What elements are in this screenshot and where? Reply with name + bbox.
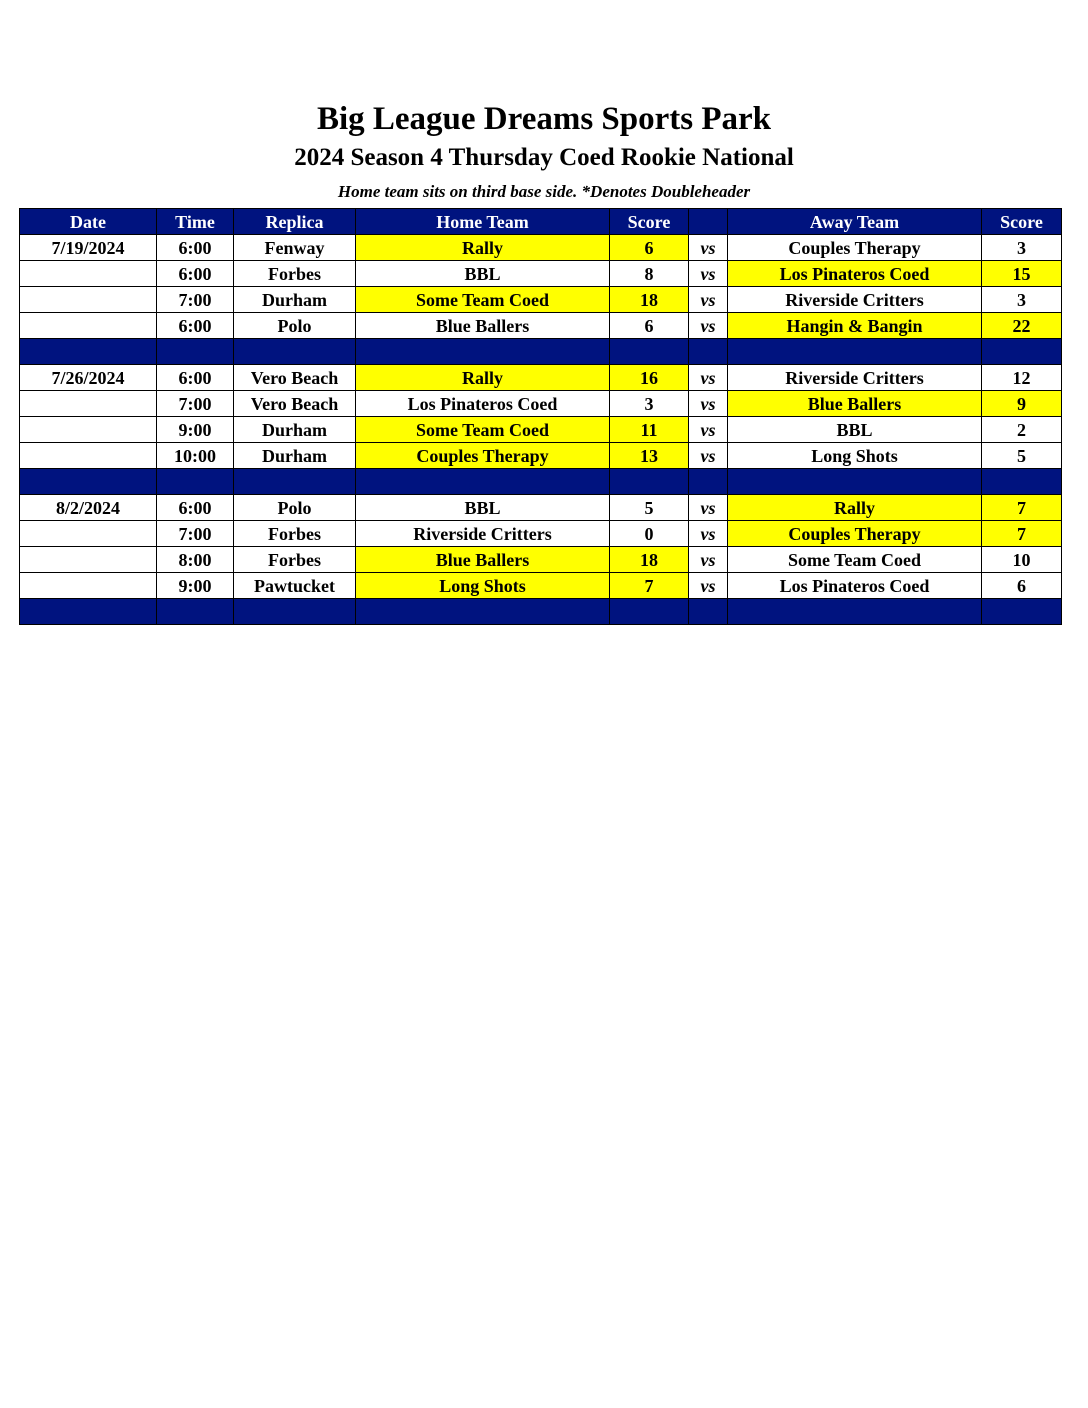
home-score-cell: 11 — [610, 417, 689, 443]
home-team-cell: Riverside Critters — [356, 521, 610, 547]
home-score-cell: 3 — [610, 391, 689, 417]
week-separator-row — [20, 339, 1062, 365]
time-cell: 6:00 — [157, 235, 234, 261]
separator-cell — [157, 469, 234, 495]
separator-cell — [234, 339, 356, 365]
time-cell: 9:00 — [157, 573, 234, 599]
replica-cell: Forbes — [234, 261, 356, 287]
away-score-cell: 3 — [982, 287, 1062, 313]
column-header-home-score: Score — [610, 209, 689, 235]
away-score-cell: 2 — [982, 417, 1062, 443]
home-team-cell: BBL — [356, 261, 610, 287]
home-team-cell: Rally — [356, 235, 610, 261]
separator-cell — [20, 599, 157, 625]
vs-cell: vs — [689, 261, 728, 287]
separator-cell — [356, 599, 610, 625]
away-team-cell: Couples Therapy — [728, 521, 982, 547]
away-score-cell: 5 — [982, 443, 1062, 469]
away-team-cell: Long Shots — [728, 443, 982, 469]
home-team-cell: BBL — [356, 495, 610, 521]
table-row — [20, 417, 1062, 443]
replica-cell: Durham — [234, 417, 356, 443]
date-cell — [20, 521, 157, 547]
vs-cell: vs — [689, 495, 728, 521]
away-score-cell: 6 — [982, 573, 1062, 599]
separator-cell — [728, 339, 982, 365]
home-team-cell: Blue Ballers — [356, 547, 610, 573]
away-score-cell: 3 — [982, 235, 1062, 261]
column-header-vs — [689, 209, 728, 235]
home-team-cell: Some Team Coed — [356, 417, 610, 443]
table-row — [20, 235, 1062, 261]
vs-cell: vs — [689, 313, 728, 339]
date-cell — [20, 443, 157, 469]
time-cell: 6:00 — [157, 313, 234, 339]
vs-cell: vs — [689, 443, 728, 469]
week-separator-row — [20, 599, 1062, 625]
time-cell: 6:00 — [157, 365, 234, 391]
replica-cell: Fenway — [234, 235, 356, 261]
away-score-cell: 9 — [982, 391, 1062, 417]
home-team-cell: Los Pinateros Coed — [356, 391, 610, 417]
replica-cell: Forbes — [234, 547, 356, 573]
vs-cell: vs — [689, 365, 728, 391]
schedule-table — [19, 208, 1062, 625]
date-cell — [20, 417, 157, 443]
separator-cell — [728, 469, 982, 495]
date-cell: 8/2/2024 — [20, 495, 157, 521]
vs-cell: vs — [689, 547, 728, 573]
home-score-cell: 5 — [610, 495, 689, 521]
date-cell — [20, 391, 157, 417]
separator-cell — [728, 599, 982, 625]
separator-cell — [20, 339, 157, 365]
time-cell: 8:00 — [157, 547, 234, 573]
separator-cell — [157, 599, 234, 625]
column-header-replica: Replica — [234, 209, 356, 235]
table-row — [20, 495, 1062, 521]
separator-cell — [234, 599, 356, 625]
away-score-cell: 12 — [982, 365, 1062, 391]
vs-cell: vs — [689, 287, 728, 313]
date-cell — [20, 313, 157, 339]
away-team-cell: Los Pinateros Coed — [728, 573, 982, 599]
away-team-cell: Couples Therapy — [728, 235, 982, 261]
column-header-away-team: Away Team — [728, 209, 982, 235]
away-team-cell: Hangin & Bangin — [728, 313, 982, 339]
separator-cell — [982, 469, 1062, 495]
home-score-cell: 6 — [610, 235, 689, 261]
home-team-cell: Some Team Coed — [356, 287, 610, 313]
page-subtitle: 2024 Season 4 Thursday Coed Rookie National — [294, 144, 794, 171]
separator-cell — [157, 339, 234, 365]
table-header-row — [20, 209, 1062, 235]
replica-cell: Polo — [234, 495, 356, 521]
date-cell — [20, 261, 157, 287]
home-score-cell: 7 — [610, 573, 689, 599]
table-row — [20, 521, 1062, 547]
home-team-cell: Rally — [356, 365, 610, 391]
away-score-cell: 7 — [982, 521, 1062, 547]
separator-cell — [689, 339, 728, 365]
vs-cell: vs — [689, 417, 728, 443]
replica-cell: Vero Beach — [234, 365, 356, 391]
replica-cell: Durham — [234, 287, 356, 313]
date-cell: 7/26/2024 — [20, 365, 157, 391]
home-score-cell: 16 — [610, 365, 689, 391]
separator-cell — [20, 469, 157, 495]
home-team-cell: Couples Therapy — [356, 443, 610, 469]
home-score-cell: 0 — [610, 521, 689, 547]
page-title: Big League Dreams Sports Park — [316, 101, 772, 137]
time-cell: 6:00 — [157, 261, 234, 287]
away-score-cell: 10 — [982, 547, 1062, 573]
replica-cell: Vero Beach — [234, 391, 356, 417]
replica-cell: Durham — [234, 443, 356, 469]
separator-cell — [610, 339, 689, 365]
away-team-cell: Los Pinateros Coed — [728, 261, 982, 287]
vs-cell: vs — [689, 235, 728, 261]
separator-cell — [610, 469, 689, 495]
away-team-cell: BBL — [728, 417, 982, 443]
schedule-note: Home team sits on third base side. *Denotes Doubleheader — [337, 182, 751, 201]
table-row — [20, 443, 1062, 469]
vs-cell: vs — [689, 391, 728, 417]
column-header-home-team: Home Team — [356, 209, 610, 235]
table-row — [20, 573, 1062, 599]
time-cell: 9:00 — [157, 417, 234, 443]
table-row — [20, 365, 1062, 391]
separator-cell — [356, 339, 610, 365]
replica-cell: Polo — [234, 313, 356, 339]
separator-cell — [234, 469, 356, 495]
separator-cell — [689, 599, 728, 625]
column-header-away-score: Score — [982, 209, 1062, 235]
away-team-cell: Riverside Critters — [728, 287, 982, 313]
separator-cell — [356, 469, 610, 495]
home-score-cell: 18 — [610, 547, 689, 573]
week-separator-row — [20, 469, 1062, 495]
table-row — [20, 391, 1062, 417]
date-cell — [20, 573, 157, 599]
table-row — [20, 261, 1062, 287]
schedule-body — [20, 235, 1062, 625]
time-cell: 7:00 — [157, 391, 234, 417]
column-header-time: Time — [157, 209, 234, 235]
vs-cell: vs — [689, 573, 728, 599]
home-score-cell: 6 — [610, 313, 689, 339]
separator-cell — [982, 599, 1062, 625]
vs-cell: vs — [689, 521, 728, 547]
table-row — [20, 287, 1062, 313]
table-row — [20, 547, 1062, 573]
time-cell: 6:00 — [157, 495, 234, 521]
time-cell: 7:00 — [157, 287, 234, 313]
separator-cell — [610, 599, 689, 625]
home-score-cell: 18 — [610, 287, 689, 313]
date-cell: 7/19/2024 — [20, 235, 157, 261]
time-cell: 10:00 — [157, 443, 234, 469]
separator-cell — [689, 469, 728, 495]
replica-cell: Forbes — [234, 521, 356, 547]
separator-cell — [982, 339, 1062, 365]
table-row — [20, 313, 1062, 339]
away-team-cell: Blue Ballers — [728, 391, 982, 417]
away-score-cell: 22 — [982, 313, 1062, 339]
replica-cell: Pawtucket — [234, 573, 356, 599]
column-header-date: Date — [20, 209, 157, 235]
date-cell — [20, 547, 157, 573]
away-score-cell: 15 — [982, 261, 1062, 287]
away-team-cell: Some Team Coed — [728, 547, 982, 573]
date-cell — [20, 287, 157, 313]
home-score-cell: 8 — [610, 261, 689, 287]
away-score-cell: 7 — [982, 495, 1062, 521]
home-score-cell: 13 — [610, 443, 689, 469]
home-team-cell: Blue Ballers — [356, 313, 610, 339]
away-team-cell: Rally — [728, 495, 982, 521]
home-team-cell: Long Shots — [356, 573, 610, 599]
away-team-cell: Riverside Critters — [728, 365, 982, 391]
time-cell: 7:00 — [157, 521, 234, 547]
